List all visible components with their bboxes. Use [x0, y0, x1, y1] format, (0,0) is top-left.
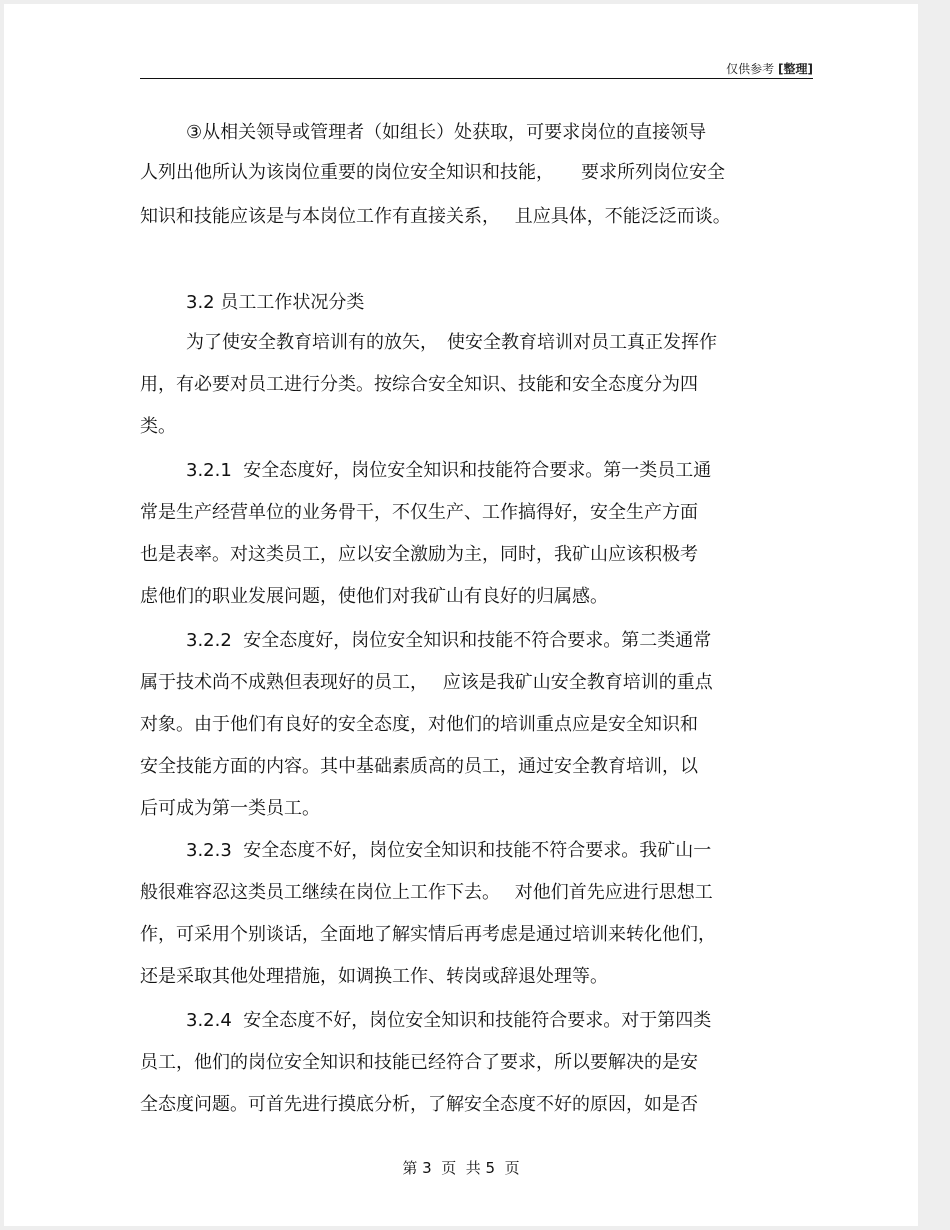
page-header	[140, 60, 813, 77]
text-line: ③从相关领导或管理者（如组长）处获取，可要求岗位的直接领导	[186, 122, 707, 143]
text-line: 般很难容忍这类员工继续在岗位上工作下去。 对他们首先应进行思想工	[140, 882, 713, 903]
text-line: 知识和技能应该是与本岗位工作有直接关系， 且应具体，不能泛泛而谈。	[140, 206, 731, 227]
text-line: 3.2.3 安全态度不好，岗位安全知识和技能不符合要求。我矿山一	[186, 840, 712, 861]
text-line: 3.2.2 安全态度好，岗位安全知识和技能不符合要求。第二类通常	[186, 630, 712, 651]
text-line: 常是生产经营单位的业务骨干，不仅生产、工作搞得好，安全生产方面	[140, 502, 698, 523]
text-line: 还是采取其他处理措施，如调换工作、转岗或辞退处理等。	[140, 966, 608, 987]
document-page	[4, 4, 918, 1226]
header-rule	[140, 78, 813, 79]
text-line: 3.2.4 安全态度不好，岗位安全知识和技能符合要求。对于第四类	[186, 1010, 712, 1031]
text-line: 作，可采用个别谈话，全面地了解实情后再考虑是通过培训来转化他们，	[140, 924, 716, 945]
text-line: 安全技能方面的内容。其中基础素质高的员工，通过安全教育培训，以	[140, 756, 698, 777]
header-bracket: [整理]	[778, 62, 813, 76]
text-line: 对象。由于他们有良好的安全态度，对他们的培训重点应是安全知识和	[140, 714, 698, 735]
text-line: 属于技术尚不成熟但表现好的员工， 应该是我矿山安全教育培训的重点	[140, 672, 713, 693]
section-heading: 3.2 员工工作状况分类	[186, 292, 365, 313]
header-note: 仅供参考	[726, 62, 775, 76]
text-line: 后可成为第一类员工。	[140, 798, 320, 819]
text-line: 全态度问题。可首先进行摸底分析，了解安全态度不好的原因，如是否	[140, 1094, 698, 1115]
page-footer: 第 3 页 共 5 页	[402, 1159, 520, 1177]
text-line: 3.2.1 安全态度好，岗位安全知识和技能符合要求。第一类员工通	[186, 460, 712, 481]
text-line: 人列出他所认为该岗位重要的岗位安全知识和技能， 要求所列岗位安全	[140, 162, 725, 183]
text-line: 员工，他们的岗位安全知识和技能已经符合了要求，所以要解决的是安	[140, 1052, 698, 1073]
text-line: 为了使安全教育培训有的放矢， 使安全教育培训对员工真正发挥作	[186, 332, 717, 353]
text-line: 也是表率。对这类员工，应以安全激励为主，同时，我矿山应该积极考	[140, 544, 698, 565]
text-line: 虑他们的职业发展问题，使他们对我矿山有良好的归属感。	[140, 586, 608, 607]
text-line: 用，有必要对员工进行分类。按综合安全知识、技能和安全态度分为四	[140, 374, 698, 395]
text-line: 类。	[140, 416, 176, 437]
